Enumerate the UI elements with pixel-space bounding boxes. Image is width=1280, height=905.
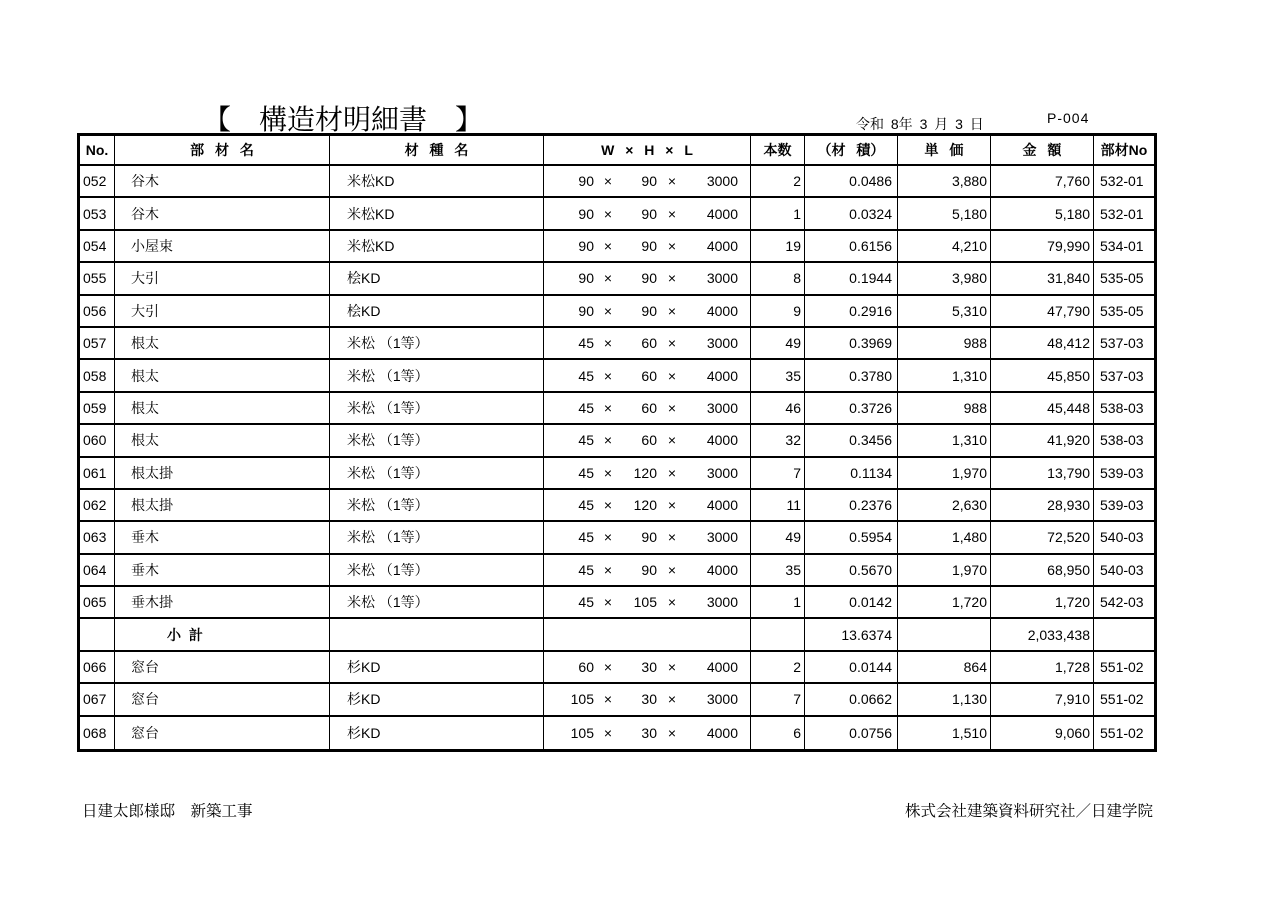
- dimensions-cell: [544, 425, 751, 455]
- row-number: 067: [80, 684, 115, 714]
- amount: 47,790: [991, 296, 1094, 326]
- dim-length: 4000: [706, 561, 738, 578]
- table-row: [80, 328, 1154, 360]
- table-row: [80, 393, 1154, 425]
- material-name: 米松 （1等）: [330, 555, 544, 585]
- dim-times-symbol: ×: [603, 302, 613, 319]
- dim-times-symbol: ×: [603, 594, 613, 611]
- dim-times-symbol: ×: [667, 724, 677, 741]
- row-number: 066: [80, 652, 115, 682]
- volume: 0.5954: [805, 522, 898, 552]
- table-row: [80, 587, 1154, 619]
- dim-times-symbol: ×: [603, 497, 613, 514]
- dim-times-symbol: ×: [603, 270, 613, 287]
- unit-price: 1,720: [898, 587, 991, 617]
- material-name: 米松 （1等）: [330, 360, 544, 390]
- dim-width: 45: [578, 464, 594, 481]
- dimensions-cell: [544, 652, 751, 682]
- dimensions-cell: [544, 587, 751, 617]
- dim-times-symbol: ×: [667, 561, 677, 578]
- volume: 0.1944: [805, 263, 898, 293]
- part-number: 535-05: [1100, 270, 1144, 287]
- dim-times-symbol: ×: [603, 205, 613, 222]
- quantity: 19: [751, 231, 805, 261]
- header-part-number: 部材No: [1100, 142, 1148, 158]
- issue-date: 令和 8年 3 月 3 日: [856, 116, 984, 132]
- header-dimensions: W × H × L: [544, 136, 751, 164]
- dim-length: 3000: [706, 594, 738, 611]
- dim-times-symbol: ×: [667, 464, 677, 481]
- part-number: 532-01: [1100, 205, 1144, 222]
- row-number: 062: [80, 490, 115, 520]
- volume: 0.2916: [805, 296, 898, 326]
- part-number: 551-02: [1100, 659, 1144, 676]
- quantity: 35: [751, 555, 805, 585]
- dim-height: 120: [633, 464, 657, 481]
- unit-price: 1,510: [898, 717, 991, 749]
- dimensions-cell: [544, 166, 751, 196]
- dim-length: 4000: [706, 237, 738, 254]
- part-name: 窓台: [115, 717, 330, 749]
- volume: 0.0756: [805, 717, 898, 749]
- dim-length: 4000: [706, 432, 738, 449]
- part-number: 540-03: [1100, 561, 1144, 578]
- amount: 1,728: [991, 652, 1094, 682]
- amount: 45,850: [991, 360, 1094, 390]
- volume: 0.0324: [805, 198, 898, 228]
- dim-height: 60: [641, 399, 657, 416]
- dimensions-cell: [544, 231, 751, 261]
- volume: 0.1134: [805, 458, 898, 488]
- material-name: 米松 （1等）: [330, 490, 544, 520]
- header-amount: 金 額: [991, 136, 1094, 164]
- unit-price: 1,130: [898, 684, 991, 714]
- table-row: [80, 263, 1154, 295]
- dim-times-symbol: ×: [667, 302, 677, 319]
- part-name: 小屋束: [115, 231, 330, 261]
- material-name: 米松 （1等）: [330, 522, 544, 552]
- dim-height: 30: [641, 659, 657, 676]
- dim-width: 45: [578, 335, 594, 352]
- dim-times-symbol: ×: [667, 270, 677, 287]
- dim-length: 4000: [706, 497, 738, 514]
- dim-width: 45: [578, 432, 594, 449]
- table-row: [80, 555, 1154, 587]
- subtotal-amount: 2,033,438: [991, 619, 1094, 649]
- row-number: 065: [80, 587, 115, 617]
- volume: 0.3780: [805, 360, 898, 390]
- row-number: 063: [80, 522, 115, 552]
- dimensions-cell: [544, 522, 751, 552]
- dim-length: 4000: [706, 659, 738, 676]
- dim-length: 3000: [706, 529, 738, 546]
- part-name: 垂木: [115, 555, 330, 585]
- dim-length: 4000: [706, 302, 738, 319]
- part-number: 537-03: [1100, 367, 1144, 384]
- dimensions-cell: [544, 555, 751, 585]
- empty-cell: [1094, 619, 1154, 649]
- amount: 13,790: [991, 458, 1094, 488]
- table-row: [80, 425, 1154, 457]
- empty-cell: [544, 619, 751, 649]
- part-name: 大引: [115, 296, 330, 326]
- dim-height: 90: [641, 302, 657, 319]
- amount: 7,910: [991, 684, 1094, 714]
- row-number: 058: [80, 360, 115, 390]
- dim-times-symbol: ×: [603, 529, 613, 546]
- quantity: 7: [751, 458, 805, 488]
- dim-times-symbol: ×: [603, 367, 613, 384]
- dim-times-symbol: ×: [667, 659, 677, 676]
- header-unit-price: 単 価: [898, 136, 991, 164]
- dimensions-cell: [544, 296, 751, 326]
- part-name: 谷木: [115, 198, 330, 228]
- empty-cell: [330, 619, 544, 649]
- material-name: 杉KD: [330, 684, 544, 714]
- dimensions-cell: [544, 328, 751, 358]
- volume: 0.6156: [805, 231, 898, 261]
- table-row: [80, 522, 1154, 554]
- quantity: 2: [751, 652, 805, 682]
- dim-length: 3000: [706, 399, 738, 416]
- dimensions-cell: [544, 198, 751, 228]
- part-name: 根太: [115, 328, 330, 358]
- material-name: 米松 （1等）: [330, 587, 544, 617]
- dim-height: 105: [633, 594, 657, 611]
- dim-times-symbol: ×: [603, 432, 613, 449]
- dim-times-symbol: ×: [603, 173, 613, 190]
- part-number: 532-01: [1100, 173, 1144, 190]
- dim-times-symbol: ×: [667, 237, 677, 254]
- dim-times-symbol: ×: [667, 497, 677, 514]
- dim-width: 90: [578, 205, 594, 222]
- dim-times-symbol: ×: [667, 173, 677, 190]
- dim-height: 30: [641, 691, 657, 708]
- dimensions-cell: [544, 490, 751, 520]
- subtotal-row: [80, 619, 1154, 651]
- row-number: 056: [80, 296, 115, 326]
- dim-height: 30: [641, 724, 657, 741]
- unit-price: 864: [898, 652, 991, 682]
- dim-height: 90: [641, 529, 657, 546]
- table-row: [80, 231, 1154, 263]
- amount: 72,520: [991, 522, 1094, 552]
- dim-width: 45: [578, 367, 594, 384]
- row-number: 059: [80, 393, 115, 423]
- volume: 0.0662: [805, 684, 898, 714]
- unit-price: 4,210: [898, 231, 991, 261]
- amount: 68,950: [991, 555, 1094, 585]
- document-title: 【 構造材明細書 】: [203, 103, 484, 136]
- row-number: 060: [80, 425, 115, 455]
- part-name: 窓台: [115, 652, 330, 682]
- table-row: [80, 198, 1154, 230]
- volume: 0.2376: [805, 490, 898, 520]
- unit-price: 5,180: [898, 198, 991, 228]
- dim-width: 45: [578, 529, 594, 546]
- dim-width: 45: [578, 399, 594, 416]
- unit-price: 3,980: [898, 263, 991, 293]
- part-number: 539-03: [1100, 497, 1144, 514]
- part-name: 根太掛: [115, 458, 330, 488]
- dim-length: 4000: [706, 367, 738, 384]
- quantity: 11: [751, 490, 805, 520]
- material-name: 桧KD: [330, 263, 544, 293]
- dim-times-symbol: ×: [667, 335, 677, 352]
- dim-width: 60: [578, 659, 594, 676]
- dim-width: 90: [578, 270, 594, 287]
- header-no: No.: [80, 136, 115, 164]
- dim-height: 60: [641, 335, 657, 352]
- part-number: 551-02: [1100, 691, 1144, 708]
- unit-price: 988: [898, 328, 991, 358]
- table-row: [80, 490, 1154, 522]
- part-number: 542-03: [1100, 594, 1144, 611]
- dim-times-symbol: ×: [603, 335, 613, 352]
- dim-times-symbol: ×: [603, 691, 613, 708]
- row-number: 057: [80, 328, 115, 358]
- row-number: 053: [80, 198, 115, 228]
- volume: 0.5670: [805, 555, 898, 585]
- table-header-row: [80, 136, 1154, 166]
- dim-length: 3000: [706, 270, 738, 287]
- table-row: [80, 458, 1154, 490]
- unit-price: 988: [898, 393, 991, 423]
- dim-width: 90: [578, 237, 594, 254]
- quantity: 49: [751, 328, 805, 358]
- amount: 48,412: [991, 328, 1094, 358]
- dim-height: 90: [641, 237, 657, 254]
- part-name: 谷木: [115, 166, 330, 196]
- table-row: [80, 717, 1154, 749]
- amount: 7,760: [991, 166, 1094, 196]
- dim-length: 3000: [706, 173, 738, 190]
- dim-length: 3000: [706, 335, 738, 352]
- dim-height: 90: [641, 270, 657, 287]
- header-material-name: 材 種 名: [330, 136, 544, 164]
- subtotal-volume: 13.6374: [805, 619, 898, 649]
- material-name: 杉KD: [330, 717, 544, 749]
- quantity: 35: [751, 360, 805, 390]
- dim-height: 60: [641, 432, 657, 449]
- part-number: 534-01: [1100, 237, 1144, 254]
- dim-times-symbol: ×: [603, 399, 613, 416]
- volume: 0.3726: [805, 393, 898, 423]
- table-row: [80, 166, 1154, 198]
- part-number: 535-05: [1100, 302, 1144, 319]
- row-number: 064: [80, 555, 115, 585]
- part-name: 窓台: [115, 684, 330, 714]
- unit-price: 3,880: [898, 166, 991, 196]
- dim-length: 3000: [706, 691, 738, 708]
- footer-publisher: 株式会社建築資料研究社／日建学院: [904, 803, 1153, 820]
- quantity: 9: [751, 296, 805, 326]
- part-number: 539-03: [1100, 464, 1144, 481]
- unit-price: 1,310: [898, 360, 991, 390]
- materials-table: [77, 133, 1157, 752]
- dim-width: 90: [578, 173, 594, 190]
- quantity: 8: [751, 263, 805, 293]
- material-name: 米松KD: [330, 166, 544, 196]
- amount: 31,840: [991, 263, 1094, 293]
- dim-width: 45: [578, 561, 594, 578]
- dim-width: 45: [578, 497, 594, 514]
- quantity: 46: [751, 393, 805, 423]
- empty-cell: [80, 619, 115, 649]
- dim-height: 90: [641, 205, 657, 222]
- dim-length: 4000: [706, 205, 738, 222]
- row-number: 061: [80, 458, 115, 488]
- amount: 1,720: [991, 587, 1094, 617]
- dim-times-symbol: ×: [667, 691, 677, 708]
- dim-width: 45: [578, 594, 594, 611]
- part-name: 根太: [115, 425, 330, 455]
- row-number: 054: [80, 231, 115, 261]
- header-part-name: 部 材 名: [115, 136, 330, 164]
- part-number: 538-03: [1100, 399, 1144, 416]
- footer-project-name: 日建太郎様邸 新築工事: [82, 803, 253, 820]
- part-number: 551-02: [1100, 724, 1144, 741]
- part-name: 垂木: [115, 522, 330, 552]
- dim-times-symbol: ×: [667, 529, 677, 546]
- amount: 5,180: [991, 198, 1094, 228]
- quantity: 2: [751, 166, 805, 196]
- dimensions-cell: [544, 263, 751, 293]
- dimensions-cell: [544, 360, 751, 390]
- dim-times-symbol: ×: [667, 205, 677, 222]
- empty-cell: [751, 619, 805, 649]
- dim-height: 90: [641, 173, 657, 190]
- part-name: 根太: [115, 393, 330, 423]
- header-volume: （材 積）: [805, 136, 898, 164]
- dim-width: 105: [570, 691, 594, 708]
- table-row: [80, 360, 1154, 392]
- quantity: 1: [751, 587, 805, 617]
- part-number: 537-03: [1100, 335, 1144, 352]
- quantity: 32: [751, 425, 805, 455]
- unit-price: 5,310: [898, 296, 991, 326]
- dim-times-symbol: ×: [667, 432, 677, 449]
- material-name: 米松KD: [330, 198, 544, 228]
- unit-price: 1,970: [898, 555, 991, 585]
- dim-times-symbol: ×: [603, 237, 613, 254]
- row-number: 068: [80, 717, 115, 749]
- dim-height: 60: [641, 367, 657, 384]
- amount: 79,990: [991, 231, 1094, 261]
- part-number: 540-03: [1100, 529, 1144, 546]
- volume: 0.0486: [805, 166, 898, 196]
- page-number: P-004: [1047, 110, 1090, 126]
- quantity: 6: [751, 717, 805, 749]
- dim-length: 3000: [706, 464, 738, 481]
- dim-times-symbol: ×: [603, 561, 613, 578]
- material-name: 杉KD: [330, 652, 544, 682]
- table-row: [80, 684, 1154, 716]
- dim-height: 90: [641, 561, 657, 578]
- material-name: 米松 （1等）: [330, 425, 544, 455]
- quantity: 7: [751, 684, 805, 714]
- empty-cell: [898, 619, 991, 649]
- volume: 0.3456: [805, 425, 898, 455]
- row-number: 055: [80, 263, 115, 293]
- part-name: 垂木掛: [115, 587, 330, 617]
- volume: 0.3969: [805, 328, 898, 358]
- dim-width: 90: [578, 302, 594, 319]
- amount: 45,448: [991, 393, 1094, 423]
- dimensions-cell: [544, 458, 751, 488]
- unit-price: 1,310: [898, 425, 991, 455]
- dimensions-cell: [544, 684, 751, 714]
- dim-times-symbol: ×: [667, 594, 677, 611]
- material-name: 米松KD: [330, 231, 544, 261]
- dimensions-cell: [544, 717, 751, 749]
- unit-price: 2,630: [898, 490, 991, 520]
- dim-height: 120: [633, 497, 657, 514]
- dim-times-symbol: ×: [667, 367, 677, 384]
- dim-width: 105: [570, 724, 594, 741]
- table-row: [80, 652, 1154, 684]
- dim-length: 4000: [706, 724, 738, 741]
- part-name: 根太掛: [115, 490, 330, 520]
- row-number: 052: [80, 166, 115, 196]
- part-name: 根太: [115, 360, 330, 390]
- part-name: 大引: [115, 263, 330, 293]
- quantity: 1: [751, 198, 805, 228]
- unit-price: 1,480: [898, 522, 991, 552]
- subtotal-label: 小 計: [115, 619, 330, 649]
- dim-times-symbol: ×: [603, 724, 613, 741]
- amount: 41,920: [991, 425, 1094, 455]
- material-name: 米松 （1等）: [330, 393, 544, 423]
- dim-times-symbol: ×: [603, 464, 613, 481]
- material-name: 米松 （1等）: [330, 328, 544, 358]
- part-number: 538-03: [1100, 432, 1144, 449]
- dim-times-symbol: ×: [603, 659, 613, 676]
- volume: 0.0144: [805, 652, 898, 682]
- dim-times-symbol: ×: [667, 399, 677, 416]
- quantity: 49: [751, 522, 805, 552]
- volume: 0.0142: [805, 587, 898, 617]
- dimensions-cell: [544, 393, 751, 423]
- amount: 28,930: [991, 490, 1094, 520]
- table-row: [80, 296, 1154, 328]
- amount: 9,060: [991, 717, 1094, 749]
- material-name: 米松 （1等）: [330, 458, 544, 488]
- unit-price: 1,970: [898, 458, 991, 488]
- header-quantity: 本数: [751, 136, 805, 164]
- material-name: 桧KD: [330, 296, 544, 326]
